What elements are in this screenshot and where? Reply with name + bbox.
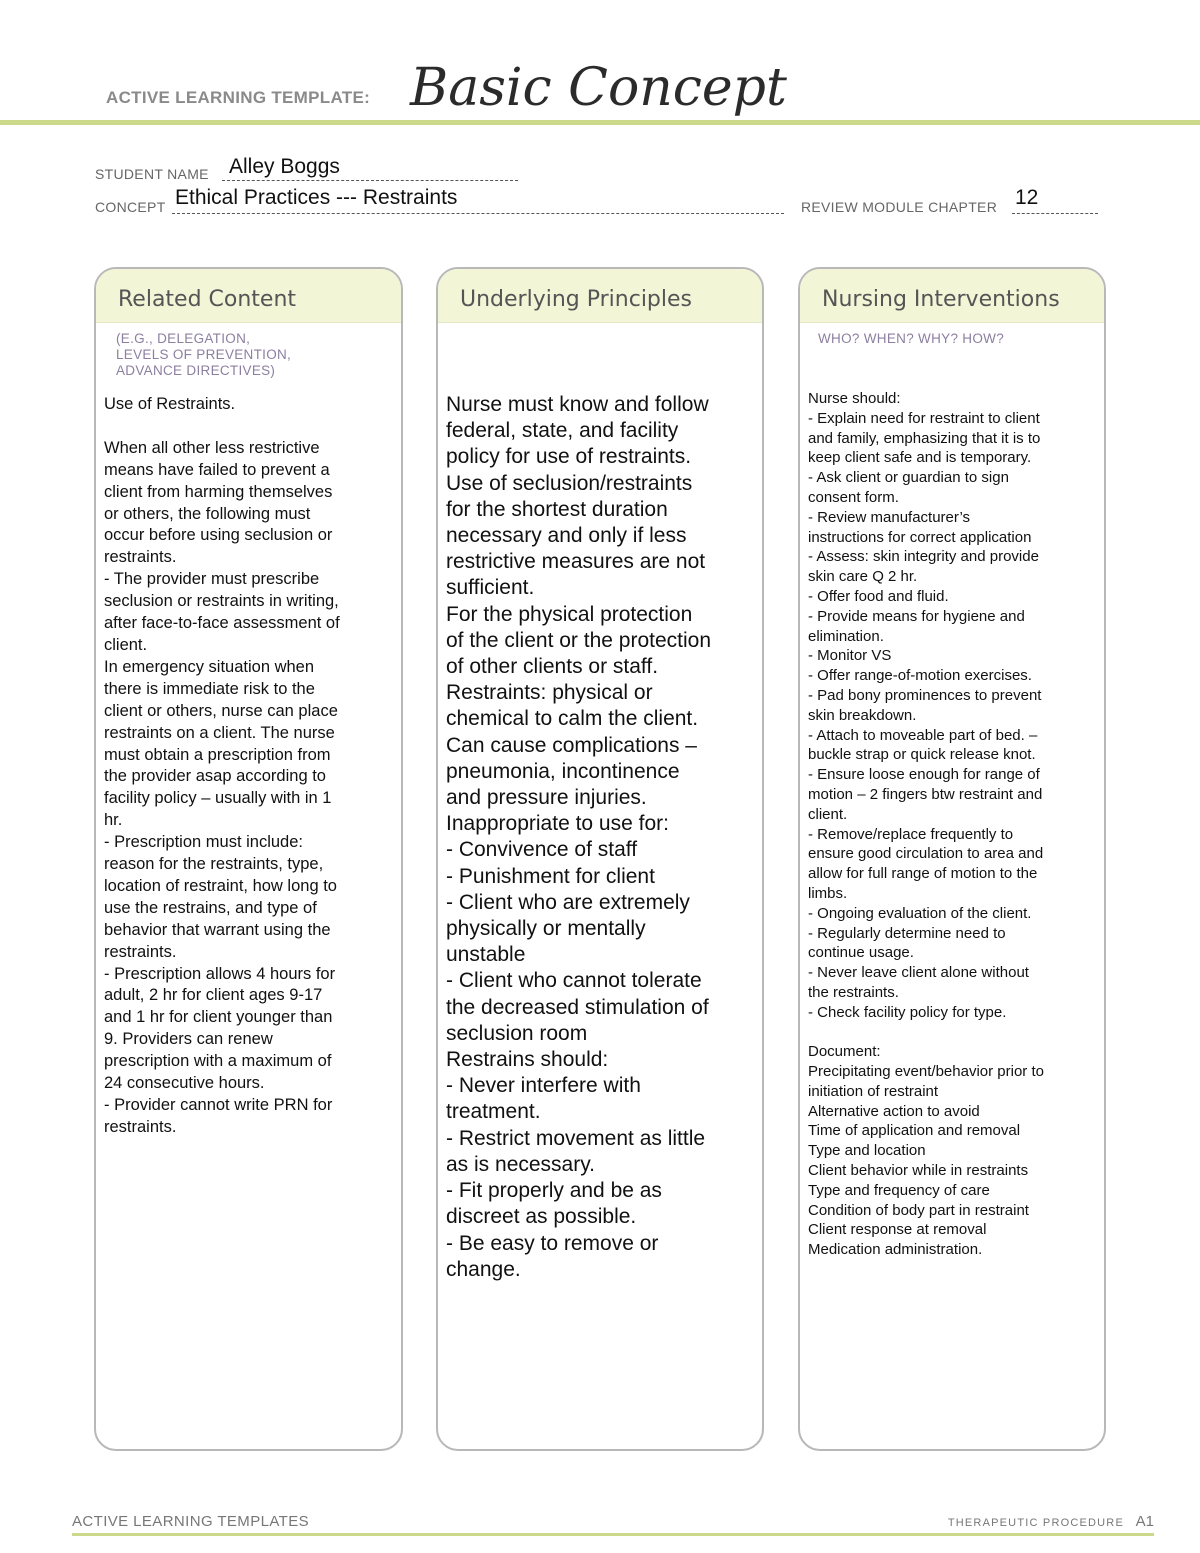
header-rule: [0, 120, 1200, 125]
footer-left-text: ACTIVE LEARNING TEMPLATES: [72, 1513, 309, 1530]
chapter-underline: [1012, 213, 1098, 214]
underlying-principles-title: Underlying Principles: [460, 287, 692, 312]
footer-code: A1: [1135, 1513, 1154, 1530]
chapter-label: REVIEW MODULE CHAPTER: [801, 199, 998, 215]
template-title: Basic Concept: [410, 58, 787, 118]
student-name-label: STUDENT NAME: [95, 166, 209, 182]
underlying-principles-panel: [436, 267, 764, 1451]
related-content-header: [96, 269, 401, 323]
concept-label: CONCEPT: [95, 199, 166, 215]
concept-underline: [172, 213, 784, 214]
nursing-interventions-panel: [798, 267, 1106, 1451]
student-name-underline: [222, 180, 518, 181]
chapter-value[interactable]: 12: [1015, 186, 1039, 209]
nursing-interventions-body[interactable]: Nurse should: - Explain need for restraint to client and family, emphasizing that it is to keep client safe and is temporary. - Ask client or guardian to sign consent form. - Review manufacturer’s instructions for correct application - Assess: skin integrity and provide skin care Q 2 hr. - Offer food and fluid. - Provide means for hygiene and elimination. - Monitor VS - Offer range-of-motion exercises. - Pad bony prominences to prevent skin breakdown. - Attach to moveable part of bed. – buckle strap or quick release knot. - Ensure loose enough for range of motion – 2 fingers btw restraint and client. - Remove/replace frequently to ensure good circulation to area and allow for full range of motion to the limbs. - Ongoing evaluation of the client. - Regularly determine need to continue usage. - Never leave client alone without the restraints. - Check facility policy for type. Document: Precipitating event/behavior prior to initiation of restraint Alternative action to avoid Time of application and removal Type and location Client behavior while in restraints Type and frequency of care Condition of body part in restraint Client response at removal Medication administration.: [808, 390, 1044, 1259]
nursing-interventions-title: Nursing Interventions: [822, 287, 1060, 312]
footer-rule: [72, 1533, 1154, 1536]
template-header: [106, 52, 1200, 122]
nursing-interventions-header: [800, 269, 1104, 323]
nursing-interventions-subtitle: WHO? WHEN? WHY? HOW?: [818, 331, 1005, 346]
student-name-value[interactable]: Alley Boggs: [229, 155, 340, 178]
concept-value[interactable]: Ethical Practices --- Restraints: [175, 186, 458, 209]
underlying-principles-header: [438, 269, 762, 323]
related-content-panel: [94, 267, 403, 1451]
footer-right-text: THERAPEUTIC PROCEDURE: [947, 1517, 1124, 1529]
underlying-principles-body[interactable]: Nurse must know and follow federal, state, and facility policy for use of restraints. Use of seclusion/restraints for the shortest duration necessary and only if less restrictive measures are not sufficient. For the physical protection of the client or the protection of other clients or staff. Restraints: physical or chemical to calm the client. Can cause complications – pneumonia, incontinence and pressure injuries. Inappropriate to use for: - Convivence of staff - Punishment for client - Client who are extremely physically or mentally unstable - Client who cannot tolerate the decreased stimulation of seclusion room Restrains should: - Never interfere with treatment. - Restrict movement as little as is necessary. - Fit properly and be as discreet as possible. - Be easy to remove or change.: [446, 393, 711, 1281]
template-label: ACTIVE LEARNING TEMPLATE:: [106, 88, 371, 107]
related-content-body[interactable]: Use of Restraints. When all other less restrictive means have failed to prevent a client from harming themselves or others, the following must occur before using seclusion or restraints. - The provider must prescribe seclusion or restraints in writing, after face-to-face assessment of client. In emergency situation when there is immediate risk to the client or others, nurse can place restraints on a client. The nurse must obtain a prescription from the provider asap according to facility policy – usually with in 1 hr. - Prescription must include: reason for the restraints, type, location of restraint, how long to use the restrains, and type of behavior that warrant using the restraints. - Prescription allows 4 hours for adult, 2 hr for client ages 9-17 and 1 hr for client younger than 9. Providers can renew prescription with a maximum of 24 consecutive hours. - Provider cannot write PRN for restraints.: [104, 395, 340, 1136]
related-content-subtitle: (E.G., DELEGATION, LEVELS OF PREVENTION, ADVANCE DIRECTIVES): [116, 331, 292, 378]
related-content-title: Related Content: [118, 287, 297, 312]
